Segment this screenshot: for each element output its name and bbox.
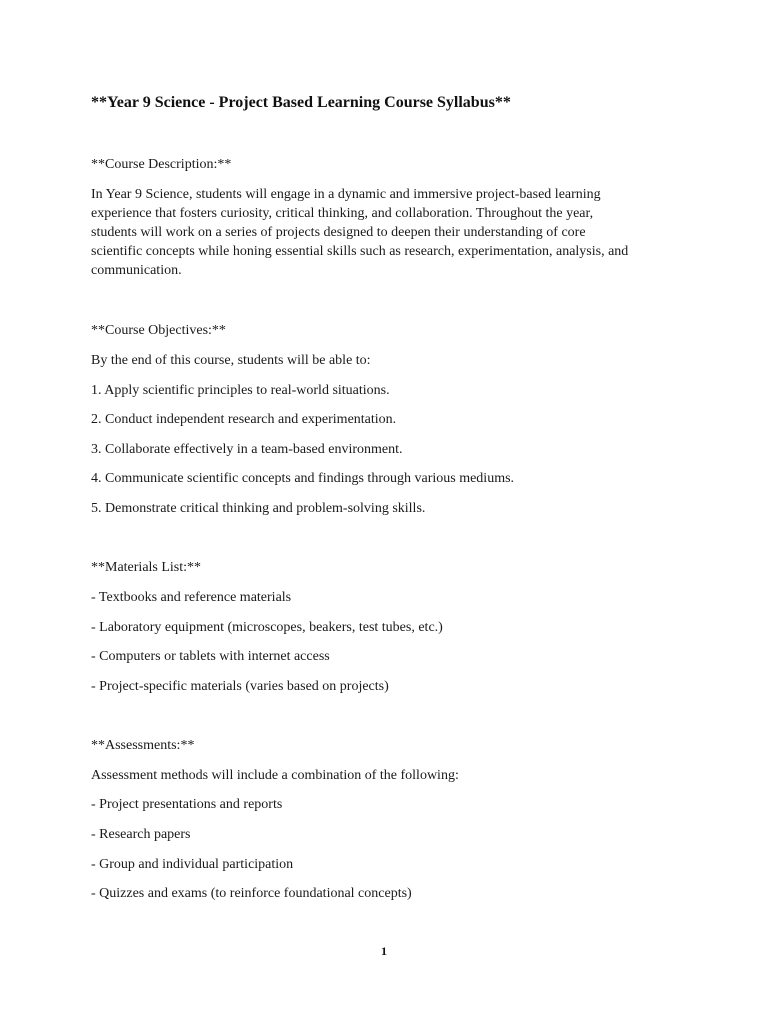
materials-item: - Computers or tablets with internet access [91, 649, 330, 664]
course-description-line: experience that fosters curiosity, critical thinking, and collaboration. Throughout the year, [91, 206, 594, 221]
document-title: **Year 9 Science - Project Based Learning Course Syllabus** [91, 94, 511, 111]
objective-item: 2. Conduct independent research and experimentation. [91, 412, 397, 427]
course-description-heading: **Course Description:** [91, 157, 232, 172]
materials-item: - Textbooks and reference materials [91, 590, 292, 605]
materials-item: - Laboratory equipment (microscopes, beakers, test tubes, etc.) [91, 620, 443, 635]
assessments-intro: Assessment methods will include a combination of the following: [91, 768, 459, 783]
objective-item: 1. Apply scientific principles to real-world situations. [91, 383, 390, 398]
materials-item: - Project-specific materials (varies based on projects) [91, 679, 389, 694]
course-description-paragraph [91, 185, 681, 280]
course-description-line: In Year 9 Science, students will engage in a dynamic and immersive project-based learning [91, 187, 601, 202]
assessment-item: - Quizzes and exams (to reinforce foundational concepts) [91, 886, 412, 901]
objective-item: 4. Communicate scientific concepts and findings through various mediums. [91, 471, 515, 486]
objective-item: 5. Demonstrate critical thinking and problem-solving skills. [91, 501, 426, 516]
page-number: 1 [381, 944, 387, 958]
materials-list-heading: **Materials List:** [91, 560, 202, 575]
course-objectives-intro: By the end of this course, students will be able to: [91, 353, 371, 368]
course-description-line: communication. [91, 263, 182, 278]
assessment-item: - Project presentations and reports [91, 797, 283, 812]
assessment-item: - Group and individual participation [91, 857, 294, 872]
course-objectives-heading: **Course Objectives:** [91, 323, 226, 338]
course-description-line: scientific concepts while honing essential skills such as research, experimentation, analysis, and [91, 244, 629, 259]
course-description-line: students will work on a series of projects designed to deepen their understanding of core [91, 225, 586, 240]
objective-item: 3. Collaborate effectively in a team-based environment. [91, 442, 403, 457]
assessments-heading: **Assessments:** [91, 738, 195, 753]
assessment-item: - Research papers [91, 827, 191, 842]
